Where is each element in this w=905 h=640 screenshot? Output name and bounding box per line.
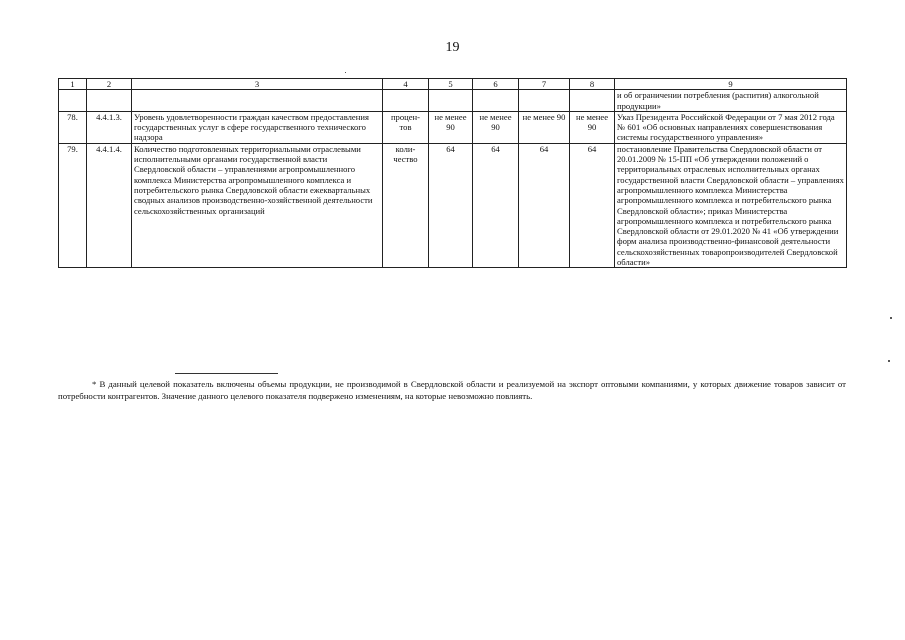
column-header: 9 <box>615 79 847 90</box>
table-cell-source: Указ Президента Российской Федерации от 7 мая 2012 года № 601 «Об основных направлениях совершенствования системы государственного управления» <box>615 111 847 143</box>
scan-speck <box>345 72 346 73</box>
table-cell-indicator: Количество подготовленных территориальными отраслевыми исполнительными органами государственной власти Свердловской области – управлениями агропромышленного комплекса Министерства агропромышленного комплекса и потребительского рынка Свердловской области ежеквартальных сводных анализов производственно-хозяйственной деятельности сельскохозяйственных организаций <box>132 143 383 268</box>
table-cell-code: 4.4.1.3. <box>87 111 132 143</box>
column-header: 5 <box>429 79 473 90</box>
table-cell-indicator: Уровень удовлетворенности граждан качеством предоставления государственных услуг в сфере государственного технического надзора <box>132 111 383 143</box>
column-header: 4 <box>383 79 429 90</box>
column-header: 1 <box>59 79 87 90</box>
table-cell-num: 78. <box>59 111 87 143</box>
column-header: 6 <box>473 79 519 90</box>
table-header-row <box>59 79 847 90</box>
table-cell-source: и об ограничении потребления (распития) алкогольной продукции» <box>615 90 847 112</box>
footnote-divider <box>175 373 278 374</box>
table-cell-value: 64 <box>570 143 615 268</box>
table-cell-value: не менее 90 <box>570 111 615 143</box>
column-header: 2 <box>87 79 132 90</box>
table-cell-code: 4.4.1.4. <box>87 143 132 268</box>
table-cell-unit: коли- чество <box>383 143 429 268</box>
column-header: 3 <box>132 79 383 90</box>
table-cell-value: 64 <box>429 143 473 268</box>
footnote-text: * В данный целевой показатель включены объемы продукции, не производимой в Свердловской области и реализуемой на экспорт оптовыми компаниями, у которых движение товаров зависит от потребности контрагентов. Значение данного целевого показателя подвержено изменениям, на которые невозможно повлиять. <box>58 379 846 401</box>
table-row <box>59 143 847 268</box>
table-cell-value: 64 <box>473 143 519 268</box>
footnote <box>58 378 846 402</box>
table-cell-num: 79. <box>59 143 87 268</box>
table-cell-value: не менее 90 <box>473 111 519 143</box>
table-cell-source: постановление Правительства Свердловской области от 20.01.2009 № 15-ПП «Об утверждении положений о территориальных отраслевых исполнительных органах государственной власти Свердловской области – управлениях агропромышленного комплекса Министерства агропромышленного комплекса и потребительского рынка Свердловской области»; приказ Министерства агропромышленного комплекса и потребительского рынка Свердловской области от 29.01.2020 № 41 «Об утверждении форм анализа производственно-финансовой деятельности сельскохозяйственных товаропроизводителей Свердловской области» <box>615 143 847 268</box>
indicators-table <box>58 78 847 268</box>
table-row <box>59 111 847 143</box>
page-number: 19 <box>445 40 460 55</box>
table-cell-value: не менее 90 <box>519 111 570 143</box>
table-cell-value: 64 <box>519 143 570 268</box>
table-cell-value: не менее 90 <box>429 111 473 143</box>
column-header: 7 <box>519 79 570 90</box>
table-cell-unit: процен- тов <box>383 111 429 143</box>
scan-speck <box>888 360 890 362</box>
column-header: 8 <box>570 79 615 90</box>
scan-speck <box>890 317 892 319</box>
table-row-continuation <box>59 90 847 112</box>
